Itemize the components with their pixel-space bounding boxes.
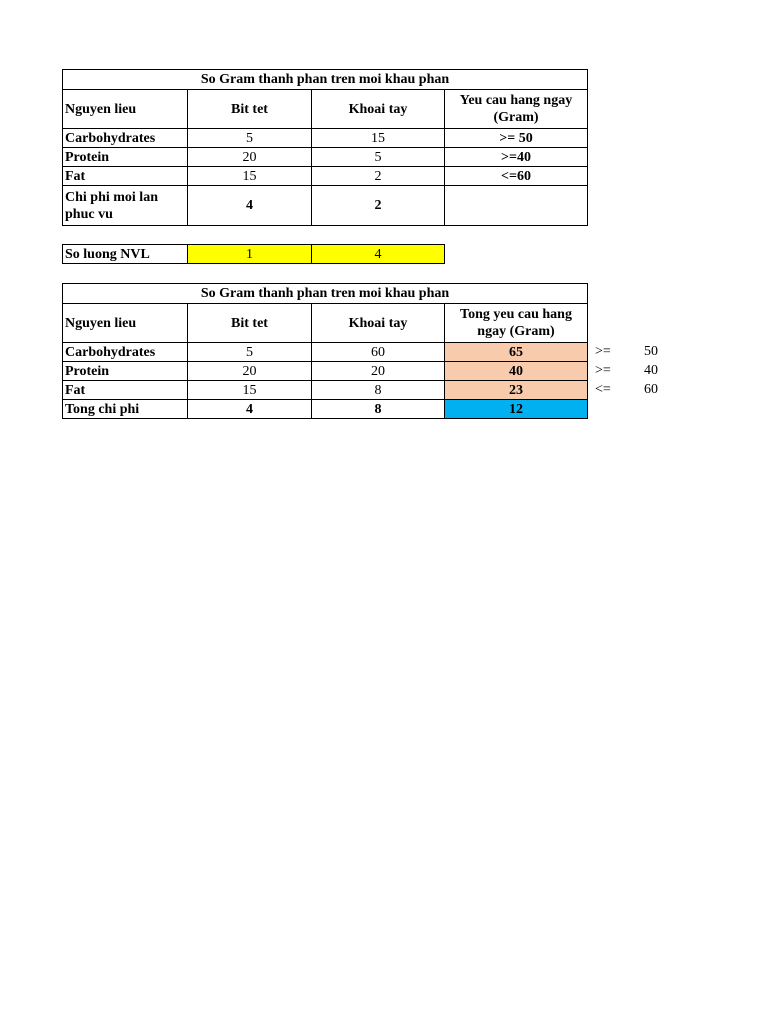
- header-cell[interactable]: Khoai tay: [312, 304, 445, 343]
- cell[interactable]: [445, 186, 588, 226]
- header-cell[interactable]: Bit tet: [188, 90, 312, 129]
- constraint-value[interactable]: 60: [644, 382, 658, 397]
- row-label[interactable]: Tong chi phi: [63, 400, 188, 419]
- header-cell[interactable]: Bit tet: [188, 304, 312, 343]
- table-row: [63, 167, 588, 186]
- cell[interactable]: 20: [188, 362, 312, 381]
- objective-cell[interactable]: 12: [445, 400, 588, 419]
- header-cell[interactable]: Khoai tay: [312, 90, 445, 129]
- cell[interactable]: <=60: [445, 167, 588, 186]
- constraint-operator[interactable]: <=: [595, 382, 611, 397]
- result-cell[interactable]: 40: [445, 362, 588, 381]
- cell[interactable]: 4: [188, 400, 312, 419]
- cell[interactable]: >= 50: [445, 129, 588, 148]
- cell[interactable]: 5: [312, 148, 445, 167]
- table-row: [63, 129, 588, 148]
- cell[interactable]: 2: [312, 186, 445, 226]
- header-cell[interactable]: Tong yeu cau hang ngay (Gram): [445, 304, 588, 343]
- header-cell[interactable]: Yeu cau hang ngay (Gram): [445, 90, 588, 129]
- cell[interactable]: >=40: [445, 148, 588, 167]
- row-label[interactable]: Carbohydrates: [63, 129, 188, 148]
- table-row: [63, 343, 588, 362]
- cell[interactable]: 4: [188, 186, 312, 226]
- row-label[interactable]: Protein: [63, 362, 188, 381]
- table-row: [63, 400, 588, 419]
- cell[interactable]: 20: [188, 148, 312, 167]
- cell[interactable]: 60: [312, 343, 445, 362]
- row-label[interactable]: Carbohydrates: [63, 343, 188, 362]
- input-cell[interactable]: 4: [312, 245, 445, 264]
- row-label[interactable]: Fat: [63, 381, 188, 400]
- nutrition-table: [62, 69, 588, 226]
- table-title[interactable]: So Gram thanh phan tren moi khau phan: [63, 284, 588, 304]
- header-cell[interactable]: Nguyen lieu: [63, 90, 188, 129]
- header-cell[interactable]: Nguyen lieu: [63, 304, 188, 343]
- row-label[interactable]: Protein: [63, 148, 188, 167]
- quantity-table: [62, 244, 445, 264]
- cell[interactable]: 15: [312, 129, 445, 148]
- table-row: [63, 381, 588, 400]
- cell[interactable]: 20: [312, 362, 445, 381]
- table-row: [63, 148, 588, 167]
- cell[interactable]: 5: [188, 129, 312, 148]
- result-cell[interactable]: 23: [445, 381, 588, 400]
- table-title[interactable]: So Gram thanh phan tren moi khau phan: [63, 70, 588, 90]
- constraint-operator[interactable]: >=: [595, 344, 611, 359]
- table-row: [63, 362, 588, 381]
- cell[interactable]: 2: [312, 167, 445, 186]
- row-label[interactable]: So luong NVL: [63, 245, 188, 264]
- cell[interactable]: 15: [188, 381, 312, 400]
- cell[interactable]: 8: [312, 400, 445, 419]
- constraint-value[interactable]: 40: [644, 363, 658, 378]
- result-cell[interactable]: 65: [445, 343, 588, 362]
- row-label[interactable]: Fat: [63, 167, 188, 186]
- table-row: [63, 186, 588, 226]
- constraint-value[interactable]: 50: [644, 344, 658, 359]
- constraint-operator[interactable]: >=: [595, 363, 611, 378]
- cell[interactable]: 8: [312, 381, 445, 400]
- cell[interactable]: 5: [188, 343, 312, 362]
- row-label[interactable]: Chi phi moi lan phuc vu: [63, 186, 188, 226]
- cell[interactable]: 15: [188, 167, 312, 186]
- table-row: [63, 245, 445, 264]
- result-table: [62, 283, 588, 419]
- input-cell[interactable]: 1: [188, 245, 312, 264]
